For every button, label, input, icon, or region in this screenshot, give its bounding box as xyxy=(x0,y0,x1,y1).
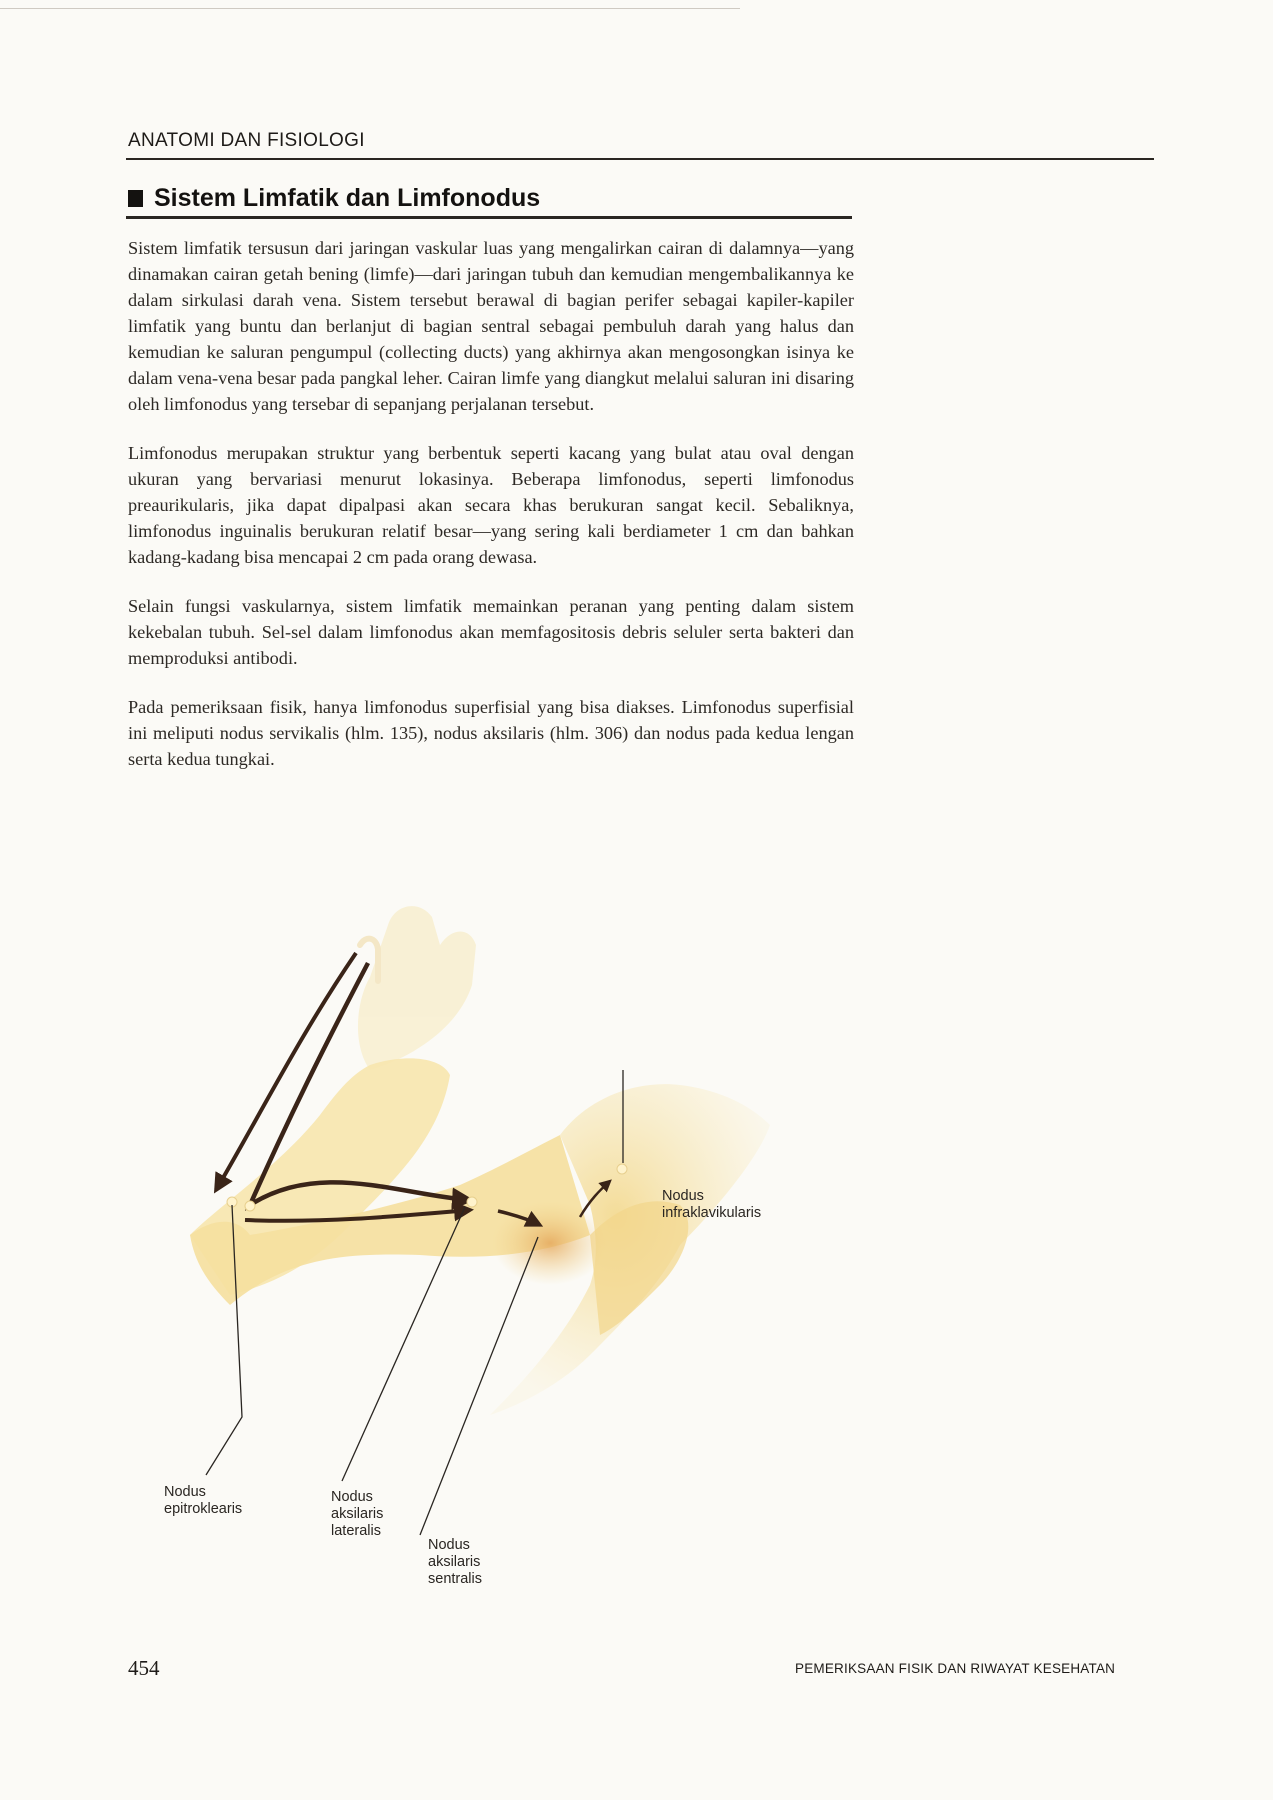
node-infraklavikularis xyxy=(617,1164,627,1174)
body-text xyxy=(128,235,854,795)
node-aksilaris-lateralis xyxy=(467,1197,477,1207)
top-edge-rule xyxy=(0,8,740,9)
paragraph-1: Sistem limfatik tersusun dari jaringan vaskular luas yang mengalirkan cairan di dalamnya—yang dinamakan cairan getah bening (limfe)—dari jaringan tubuh dan kemudian mengembalikannya ke dalam sirkulasi darah vena. Sistem tersebut berawal di bagian perifer sebagai kapiler-kapiler limfatik yang buntu dan berlanjut di bagian sentral sebagai pembuluh darah yang halus dan kemudian ke saluran pengumpul (collecting ducts) yang akhirnya akan mengosongkan isinya ke dalam vena-vena besar pada pangkal leher. Cairan limfe yang diangkut melalui saluran ini disaring oleh limfonodus yang tersebar di sepanjang perjalanan tersebut. xyxy=(128,238,854,414)
page-number: 454 xyxy=(128,1656,160,1680)
running-foot: PEMERIKSAAN FISIK DAN RIWAYAT KESEHATAN xyxy=(795,1661,1116,1676)
section-title xyxy=(128,184,540,213)
label-nodus-aksilaris-lateralis: Nodus aksilaris lateralis xyxy=(331,1489,384,1539)
running-head: ANATOMI DAN FISIOLOGI xyxy=(128,130,365,151)
node-epitroklearis-2 xyxy=(245,1201,255,1211)
label-nodus-infraklavikularis: Nodus infraklavikularis xyxy=(662,1188,762,1221)
paragraph-3: Selain fungsi vaskularnya, sistem limfatik memainkan peranan yang penting dalam sistem kekebalan tubuh. Sel-sel dalam limfonodus akan memfagositosis debris seluler serta bakteri dan memproduksi antibodi. xyxy=(128,596,854,668)
header-rule xyxy=(126,158,1154,160)
lymph-arm-figure xyxy=(120,905,920,1605)
label-nodus-epitroklearis: Nodus epitroklearis xyxy=(164,1484,243,1517)
paragraph-2: Limfonodus merupakan struktur yang berbentuk seperti kacang yang bulat atau oval dengan ukuran yang bervariasi menurut lokasinya. Beberapa limfonodus, seperti limfonodus preaurikularis, jika dapat dipalpasi akan secara khas berukuran sangat kecil. Sebaliknya, limfonodus inguinalis berukuran relatif besar—yang sering kali berdiameter 1 cm dan bahkan kadang-kadang bisa mencapai 2 cm pada orang dewasa. xyxy=(128,443,854,567)
paragraph-4: Pada pemeriksaan fisik, hanya limfonodus superfisial yang bisa diakses. Limfonodus superfisial ini meliputi nodus servikalis (hlm. 135), nodus aksilaris (hlm. 306) dan nodus pada kedua lengan serta kedua tungkai. xyxy=(128,697,854,769)
square-bullet-icon xyxy=(128,190,143,207)
label-nodus-aksilaris-sentralis: Nodus aksilaris sentralis xyxy=(428,1537,482,1587)
section-title-rule xyxy=(126,216,852,219)
section-title-text: Sistem Limfatik dan Limfonodus xyxy=(154,184,541,212)
hand-shape xyxy=(358,906,476,1070)
